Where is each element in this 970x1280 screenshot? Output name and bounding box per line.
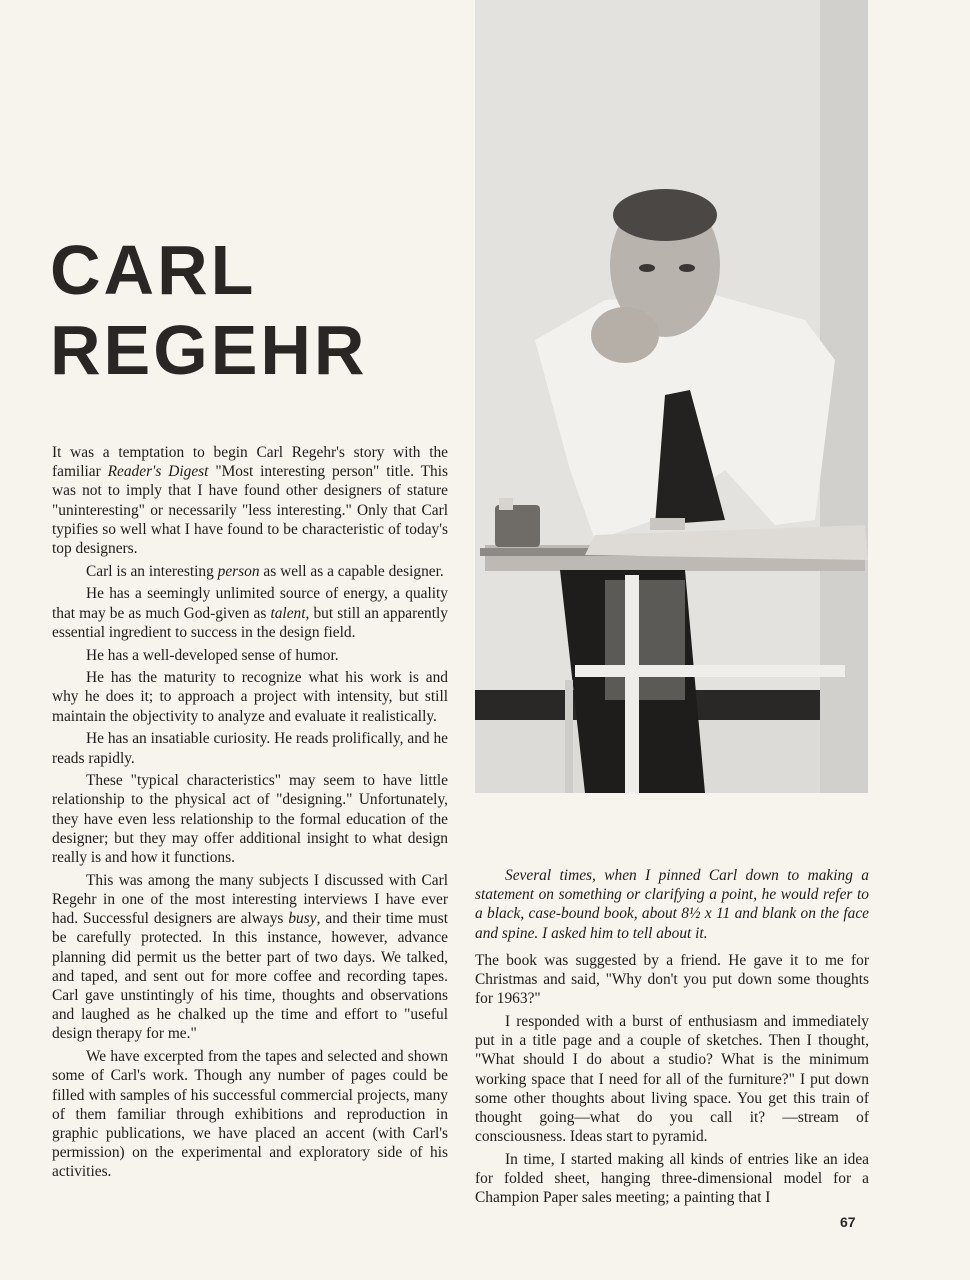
paragraph: These "typical characteristics" may seem to have little relationship to the physical act of "designing." Unfortunately, they have even less relationship to the formal education of the designer; but they may offer additional insight to what design really is and how it functions.: [52, 772, 448, 867]
paragraph: He has a seemingly unlimited source of energy, a quality that may be as much God-given as talent, but still an apparently essential ingredient to success in the design field.: [52, 585, 448, 641]
paragraph: It was a temptation to begin Carl Regehr's story with the familiar Reader's Digest "Most interesting person" title. This was not to imply that I have found other designers of stature "uninteresting" or necessarily "less interesting." Only that Carl typifies so well what I have found to be characteristic of today's top designers.: [52, 444, 448, 558]
paragraph: We have excerpted from the tapes and selected and shown some of Carl's work. Though any number of pages could be filled with samples of his successful commercial projects, many of them familiar through exhibitions and reproduction in graphic publications, we have placed an accent (with Carl's permission) on the experimental and exploratory side of his activities.: [52, 1048, 448, 1181]
article-title: [50, 230, 450, 390]
paragraph: Carl is an interesting person as well as a capable designer.: [86, 562, 444, 580]
title-line-1: CARL: [50, 231, 257, 309]
paragraph: The book was suggested by a friend. He gave it to me for Christmas and said, "Why don't you put down some thoughts for 1963?": [475, 951, 869, 1008]
page-number: 67: [840, 1214, 856, 1230]
paragraph: This was among the many subjects I discussed with Carl Regehr in one of the most interesting interviews I have ever had. Successful designers are always busy, and their time must be carefully protected. In this instance, however, advance planning did permit us the better part of two days. We talked, and taped, and sent out for more coffee and recording tapes. Carl gave unstintingly of his time, thoughts and observations and laughed as he chalked up the time and effort to "useful design therapy for me.": [52, 871, 448, 1043]
portrait-photo: [475, 0, 868, 793]
photo-caption: Several times, when I pinned Carl down to making a statement on something or clarifying a point, he would refer to a black, case-bound book, about 8½ x 11 and blank on the face and spine. I asked him to tell about it.: [475, 867, 869, 942]
paragraph: I responded with a burst of enthusiasm and immediately put in a title page and a couple of sketches. Then I thought, "What should I do about a studio? What is the minimum working space that I need for all of the furniture?" I put down some other thoughts about living space. You get this train of thought going—what do you call it? —stream of consciousness. Ideas start to pyramid.: [475, 1012, 869, 1146]
title-line-2: REGEHR: [50, 311, 368, 389]
paragraph: He has the maturity to recognize what his work is and why he does it; to approach a project with intensity, but still maintain the objectivity to analyze and evaluate it realistically.: [52, 669, 448, 725]
paragraph: He has a well-developed sense of humor.: [86, 646, 339, 664]
right-text-column: [475, 866, 869, 1211]
left-text-column: [52, 443, 448, 1185]
paragraph: In time, I started making all kinds of entries like an idea for folded sheet, hanging three-dimensional model for a Champion Paper sales meeting; a painting that I: [475, 1150, 869, 1207]
paragraph: He has an insatiable curiosity. He reads prolifically, and he reads rapidly.: [52, 730, 448, 767]
